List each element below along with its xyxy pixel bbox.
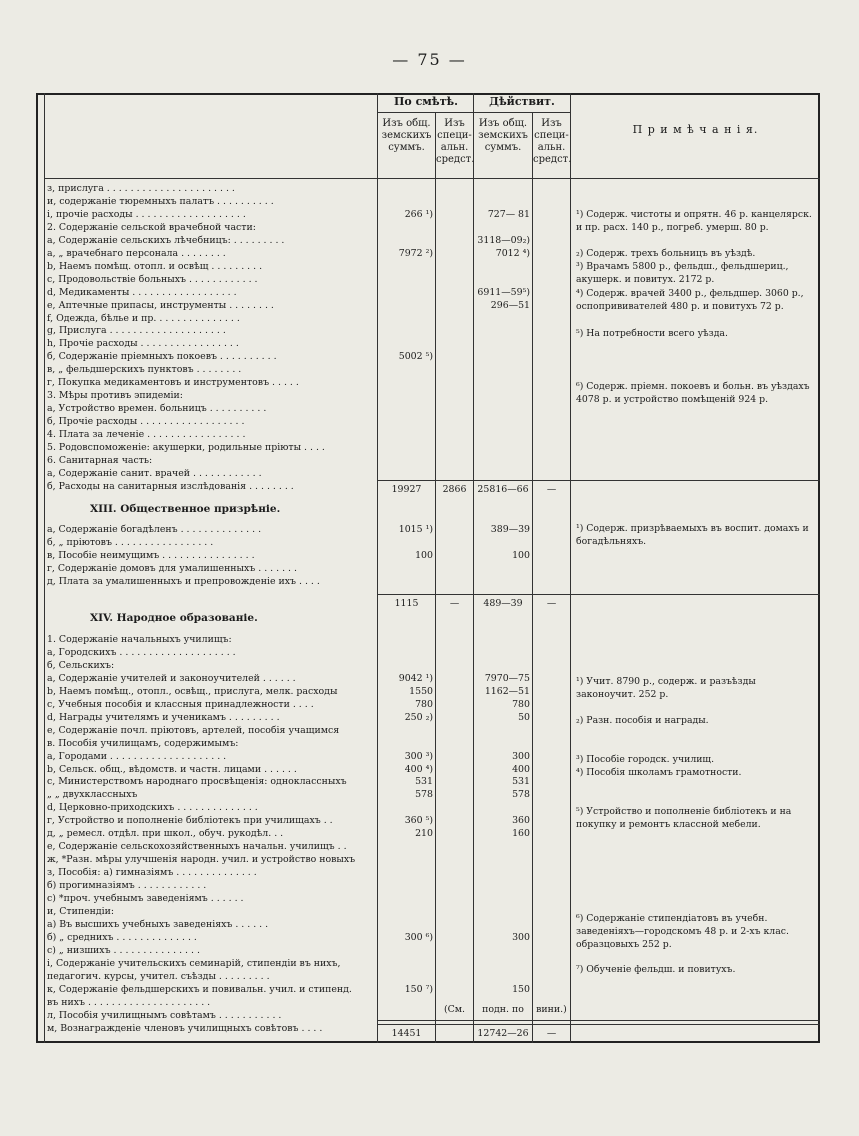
total-actual: 25816—66 — [477, 484, 529, 495]
note: ⁶) Содержаніе стипендіатовъ въ учебн. заведеніяхъ—городскомъ 48 р. и 2-хъ клас. образцовыхъ 252 р. — [576, 913, 789, 950]
col-divider — [377, 93, 378, 1043]
note: ⁷) Обученіе фельдш. и повитухъ. — [576, 964, 736, 975]
row-label: с) *проч. учебнымъ заведеніямъ . . . . . . — [47, 893, 244, 904]
estimate-value: 100 — [415, 549, 433, 561]
row-label: г, Содержаніе домовъ для умалишенныхъ . . . . . . . — [47, 562, 297, 574]
note: ⁶) Содерж. пріемн. покоевъ и больн. въ уѣздахъ 4078 р. и устройство помѣщеній 924 р. — [576, 381, 810, 405]
actual-value: 1162—51 — [484, 685, 530, 697]
row-label: а, Содержаніе сельскихъ лѣчебницъ: . . . . . . . . . — [47, 234, 285, 246]
row-label: а, Городскихъ . . . . . . . . . . . . . . . . . . . . — [47, 646, 236, 658]
note: ¹) Учит. 8790 р., содерж. и разъѣзды законоучит. 252 р. — [576, 676, 756, 700]
row-label: а, Содержаніе богадѣленъ . . . . . . . . . . . . . . — [47, 524, 262, 535]
col-divider — [473, 93, 474, 1043]
row-label: в, Пособіе неимущимъ . . . . . . . . . . . . . . . . — [47, 549, 255, 561]
estimate-value: 780 — [415, 698, 433, 710]
actual-value: 780 — [512, 698, 530, 710]
col-special-heading: Изъ специ- альн. средст. — [436, 118, 475, 165]
note: ³) Врачамъ 5800 р., фельдш., фельдшериц., акушерк. и повитух. 2172 р. — [576, 261, 789, 285]
row-label: в, „ фельдшерскихъ пунктовъ . . . . . . . . — [47, 364, 242, 376]
note: ₂) Разн. пособія и награды. — [576, 715, 709, 726]
actual-value: 400 — [512, 763, 530, 775]
total-special2: — — [546, 598, 557, 609]
row-label: г, Покупка медикаментовъ и инструментовъ . . . . . — [47, 377, 299, 389]
by-estimate-heading: По смѣтѣ. — [394, 95, 458, 108]
row-label: d, Церковно-приходскихъ . . . . . . . . . . . . . . — [47, 802, 258, 814]
row-label: „ „ двухклассныхъ — [47, 789, 138, 801]
row-label: а, Содержаніе санит. врачей . . . . . . . . . . . . — [47, 467, 262, 479]
row-label: c, Продовольствіе больныхъ . . . . . . . . . . . . — [47, 273, 258, 285]
estimate-value: 266 ¹) — [404, 208, 433, 220]
total-rule — [377, 1024, 820, 1025]
inner-left-rule — [44, 93, 45, 1043]
row-label: ж, *Разн. мѣры улучшенія народн. учил. и устройство новыхъ — [47, 854, 356, 866]
total-estimate: 14451 — [391, 1028, 422, 1039]
note: ⁴) Содерж. врачей 3400 р., фельдшер. 3060 р., оспопрививателей 480 р. и повитухъ 72 р. — [576, 288, 804, 312]
section-title: XIV. Народное образованіе. — [90, 612, 258, 624]
row-label: e, Содержаніе почл. пріютовъ, артелей, пособія учащимся — [47, 724, 340, 736]
row-label: c, Министерствомъ народнаго просвѣщенія: одноклассныхъ — [47, 776, 347, 788]
row-label: d, Медикаменты . . . . . . . . . . . . . . . . . . — [47, 286, 237, 298]
actual-heading: Дѣйствит. — [489, 95, 555, 108]
row-label: б) прогимназіямъ . . . . . . . . . . . . — [47, 880, 207, 892]
row-label: и, содержаніе тюремныхъ палатъ . . . . . . . . . . — [47, 195, 274, 207]
page-number: — 75 — — [392, 50, 467, 69]
row-label: 5. Родовспоможеніе: акушерки, родильные пріюты . . . . — [47, 442, 325, 453]
row-label: a, „ врачебнаго персонала . . . . . . . . — [47, 247, 226, 259]
total-special: — — [449, 598, 460, 609]
col-divider — [435, 112, 436, 1043]
actual-value: 100 — [512, 549, 530, 561]
row-label: д, Плата за умалишенныхъ и препровожденіе ихъ . . . . — [47, 575, 320, 587]
row-label: б, Прочіе расходы . . . . . . . . . . . . . . . . . . — [47, 416, 245, 428]
subtotal-rule — [377, 1020, 820, 1021]
estimate-value: 5002 ⁵) — [398, 351, 433, 363]
header-rule — [377, 112, 570, 113]
note: ⁵) На потребности всего уѣзда. — [576, 328, 728, 339]
row-label: б, Содержаніе пріемныхъ покоевъ . . . . . . . . . . — [47, 351, 277, 363]
note: ¹) Содерж. чистоты и опрятн. 46 р. канцелярск. и пр. расх. 140 р., погреб. умерш. 80 р. — [576, 209, 812, 233]
row-label: g, Прислуга . . . . . . . . . . . . . . . . . . . . — [47, 325, 226, 337]
total-rule — [377, 480, 820, 481]
row-label: л, Пособія училищнымъ совѣтамъ . . . . . . . . . . . — [47, 1009, 282, 1021]
estimate-value: 210 — [415, 828, 433, 840]
row-label: b, Сельск. общ., вѣдомств. и частн. лицами . . . . . . — [47, 763, 297, 775]
row-label: б, „ пріютовъ . . . . . . . . . . . . . . . . . — [47, 536, 214, 548]
row-label: въ нихъ . . . . . . . . . . . . . . . . . . . . . — [47, 996, 211, 1008]
actual-value: 50 — [518, 711, 530, 723]
see-note: подн. по — [482, 1004, 524, 1015]
total-estimate: 19927 — [391, 484, 422, 495]
note: ³) Пособіе городск. училищ. — [576, 754, 715, 765]
row-label: 3. Мѣры противъ эпидеміи: — [47, 390, 183, 402]
actual-value: 727— 81 — [487, 208, 530, 220]
col-divider — [570, 93, 571, 1043]
col-divider — [532, 112, 533, 1043]
row-label: з, Пособія: а) гимназіямъ . . . . . . . . . . . . . . — [47, 867, 257, 879]
actual-value: 531 — [512, 776, 530, 788]
row-label: b, Наемъ помѣщ. отопл. и освѣщ . . . . . . . . . — [47, 260, 263, 272]
total-special2: — — [546, 1028, 557, 1039]
row-label: d, Награды учителямъ и ученикамъ . . . . . . . . . — [47, 711, 280, 723]
estimate-value: 578 — [415, 789, 433, 801]
total-special2: — — [546, 484, 557, 495]
actual-value: 360 — [512, 815, 530, 827]
row-label: д, „ ремесл. отдѣл. при школ., обуч. рукодѣл. . . — [47, 828, 284, 840]
row-label: б, Расходы на санитарныя изслѣдованія . . . . . . . . — [47, 480, 294, 492]
actual-value: 300 — [512, 931, 530, 943]
actual-value: 6911—59⁵) — [477, 286, 530, 298]
row-label: а, Устройство времен. больницъ . . . . . . . . . . — [47, 403, 267, 415]
row-label: і, прочіе расходы . . . . . . . . . . . . . . . . . . . — [47, 208, 246, 220]
estimate-value: 1550 — [409, 685, 433, 697]
see-note: вини.) — [536, 1004, 567, 1015]
row-label: a, Содержаніе учителей и законоучителей . . . . . . — [47, 672, 296, 684]
estimate-value: 150 ⁷) — [404, 983, 433, 995]
row-label: 1. Содержаніе начальныхъ училищъ: — [47, 634, 232, 645]
estimate-value: 1015 ¹) — [398, 524, 433, 535]
estimate-value: 300 ⁶) — [404, 931, 433, 943]
col-general-heading: Изъ общ. земскихъ суммъ. — [381, 118, 432, 153]
total-actual: 489—39 — [483, 598, 523, 609]
total-actual: 12742—26 — [477, 1028, 529, 1039]
row-label: f, Одежда, бѣлье и пр. . . . . . . . . . . . . . . — [47, 312, 240, 324]
row-label: і, Содержаніе учительскихъ семинарій, стипендіи въ нихъ, — [47, 957, 341, 969]
row-label: к, Содержаніе фельдшерскихъ и повивальн. учил. и стипенд. — [47, 983, 352, 995]
estimate-value: 400 ⁴) — [404, 763, 433, 775]
actual-value: 7970—75 — [484, 672, 530, 684]
estimate-value: 250 ₂) — [404, 711, 433, 723]
row-label: а) Въ высшихъ учебныхъ заведеніяхъ . . . . . . — [47, 918, 269, 930]
actual-value: 578 — [512, 789, 530, 801]
total-rule — [377, 594, 820, 595]
row-label: a, Городами . . . . . . . . . . . . . . . . . . . . — [47, 750, 227, 762]
row-label: h, Прочіе расходы . . . . . . . . . . . . . . . . . — [47, 338, 239, 350]
row-label: б, Сельскихъ: — [47, 659, 115, 671]
see-note: (См. — [443, 1004, 466, 1015]
row-label: 6. Санитарная часть: — [47, 454, 153, 466]
actual-value: 296—51 — [490, 299, 530, 311]
actual-value: 389—39 — [490, 524, 530, 535]
row-label: с) „ низшихъ . . . . . . . . . . . . . . . — [47, 944, 200, 956]
estimate-value: 7972 ²) — [398, 247, 433, 259]
row-label: b, Наемъ помѣщ., отопл., освѣщ., прислуга, мелк. расходы — [47, 685, 338, 697]
row-label: е, Содержаніе сельскохозяйственныхъ начальн. училищъ . . — [47, 841, 347, 853]
total-special: 2866 — [442, 484, 467, 495]
actual-value: 150 — [512, 983, 530, 995]
header-rule — [44, 178, 820, 179]
row-label: e, Аптечные припасы, инструменты . . . . . . . . — [47, 299, 274, 311]
row-label: г, Устройство и пополненіе библіотекъ при училищахъ . . — [47, 815, 333, 827]
row-label: и, Стипендіи: — [47, 905, 115, 917]
row-label: м, Вознагражденіе членовъ училищныхъ совѣтовъ . . . . — [47, 1022, 323, 1034]
row-label: в. Пособія училищамъ, содержимымъ: — [47, 737, 239, 749]
actual-value: 3118—09₂) — [477, 234, 530, 246]
estimate-value: 300 ³) — [404, 750, 433, 762]
row-label: 4. Плата за леченіе . . . . . . . . . . . . . . . . . — [47, 429, 246, 441]
note: ¹) Содерж. призрѣваемыхъ въ воспит. домахъ и богадѣльняхъ. — [576, 523, 809, 547]
actual-value: 300 — [512, 750, 530, 762]
section-title: XIII. Общественное призрѣніе. — [90, 503, 281, 515]
estimate-value: 531 — [415, 776, 433, 788]
note: ⁴) Пособія школамъ грамотности. — [576, 767, 742, 778]
row-label: б) „ среднихъ . . . . . . . . . . . . . . — [47, 931, 197, 943]
estimate-value: 9042 ¹) — [398, 672, 433, 684]
estimate-value: 360 ⁵) — [404, 815, 433, 827]
actual-value: 160 — [512, 828, 530, 840]
note: ₂) Содерж. трехъ больницъ въ уѣздѣ. — [576, 248, 756, 259]
total-estimate: 1115 — [394, 598, 419, 609]
notes-heading: П р и м ѣ ч а н і я. — [632, 123, 759, 136]
actual-value: 7012 ⁴) — [495, 247, 530, 259]
col-general2-heading: Изъ общ. земскихъ суммъ. — [478, 118, 528, 153]
col-special2-heading: Изъ специ- альн. средст. — [533, 118, 572, 165]
row-label: з, прислуга . . . . . . . . . . . . . . . . . . . . . . — [47, 183, 235, 194]
row-label: педагогич. курсы, учител. съѣзды . . . . . . . . . — [47, 970, 270, 982]
row-label: c, Учебныя пособія и классныя принадлежности . . . . — [47, 698, 314, 710]
row-label: 2. Содержаніе сельской врачебной части: — [47, 221, 256, 233]
note: ⁵) Устройство и пополненіе библіотекъ и на покупку и ремонтъ классной мебели. — [576, 806, 792, 830]
